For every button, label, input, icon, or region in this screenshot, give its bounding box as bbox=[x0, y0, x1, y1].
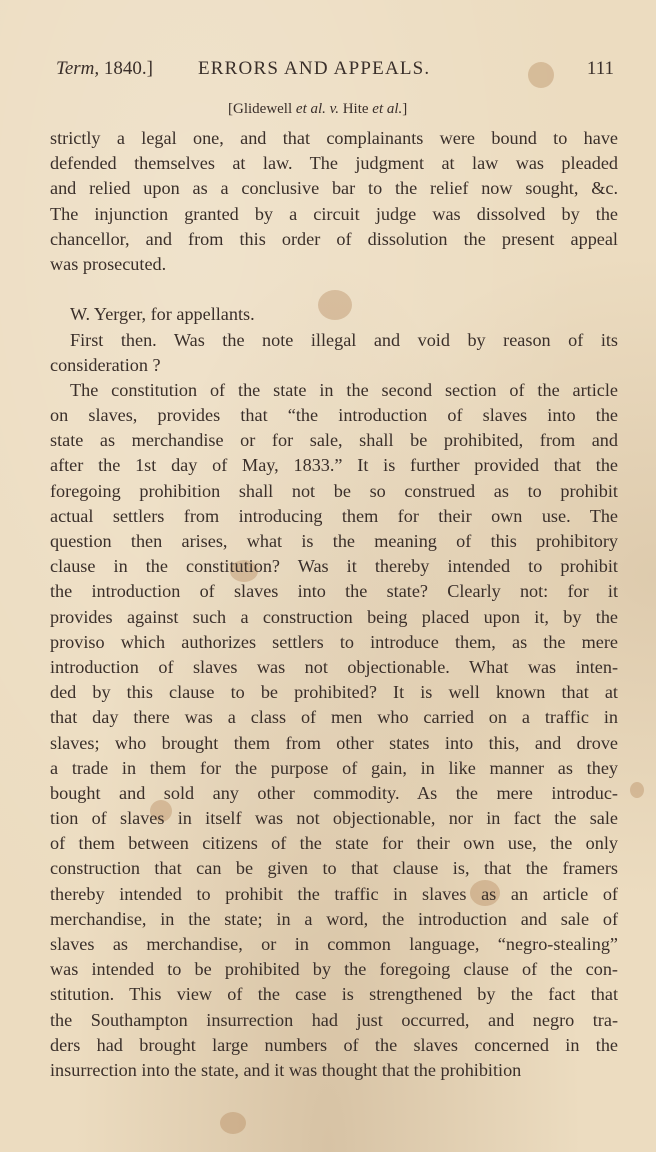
text-line: actual settlers from introducing them for their own use. The bbox=[50, 505, 618, 526]
text-line: consideration ? bbox=[50, 354, 161, 375]
text-line: merchandise, in the state; in a word, the introduction and sale of bbox=[50, 908, 618, 929]
text-line: question then arises, what is the meaning of this prohibitory bbox=[50, 531, 618, 551]
text-line: was prosecuted. bbox=[50, 253, 167, 274]
text-line: clause in the constitution? Was it thereby intended to prohibit bbox=[50, 556, 618, 577]
text-line: the Southampton insurrection had just occurred, and negro tra- bbox=[50, 1009, 618, 1030]
page-header bbox=[56, 58, 614, 86]
text-line: introduction of slaves was not objectionable. What was inten- bbox=[50, 656, 618, 677]
text-line: provides against such a construction being placed upon it, by the bbox=[50, 606, 618, 627]
text-line: ded by this clause to be prohibited? It is well known that at bbox=[50, 682, 618, 703]
text-line: W. Yerger, for appellants. bbox=[70, 304, 255, 325]
text-line: defended themselves at law. The judgment at law was pleaded bbox=[50, 153, 618, 174]
text-line: strictly a legal one, and that complainants were bound to have bbox=[50, 128, 618, 148]
text-line: First then. Was the note illegal and void by reason of its bbox=[70, 329, 618, 350]
paragraph bbox=[50, 378, 618, 1083]
text-line: was intended to be prohibited by the foregoing clause of the con- bbox=[50, 959, 618, 980]
text-line: that day there was a class of men who carried on a traffic in bbox=[50, 707, 618, 728]
text-line: tion of slaves in itself was not objectionable, nor in fact the sale bbox=[50, 808, 618, 829]
term-year: 1840.] bbox=[99, 58, 153, 79]
caption-et-al-2: et al. bbox=[372, 101, 403, 117]
text-line: thereby intended to prohibit the traffic in slaves as an article of bbox=[50, 883, 618, 904]
text-line: The injunction granted by a circuit judge was dissolved by the bbox=[50, 203, 618, 224]
paragraph bbox=[50, 126, 618, 277]
caption-open: [Glidewell bbox=[228, 101, 296, 117]
text-line: after the 1st day of May, 1833.” It is further provided that the bbox=[50, 455, 618, 476]
paragraph-gap bbox=[50, 277, 618, 302]
text-line: and relied upon as a conclusive bar to the relief now sought, &c. bbox=[50, 178, 618, 199]
text-line: stitution. This view of the case is strengthened by the fact that bbox=[50, 984, 618, 1005]
running-title: ERRORS AND APPEALS. bbox=[198, 58, 431, 79]
case-caption bbox=[228, 101, 407, 118]
caption-mid: Hite bbox=[338, 101, 373, 117]
text-line: The constitution of the state in the second section of the article bbox=[70, 379, 618, 400]
term-label bbox=[56, 58, 153, 80]
page-number: 111 bbox=[586, 58, 614, 79]
body-text bbox=[50, 126, 618, 1083]
text-line: the introduction of slaves into the state? Clearly not: for it bbox=[50, 581, 618, 602]
text-line: on slaves, provides that “the introduction of slaves into the bbox=[50, 405, 618, 426]
paragraph bbox=[50, 328, 618, 378]
caption-close: ] bbox=[402, 101, 408, 117]
text-line: insurrection into the state, and it was thought that the prohibition bbox=[50, 1059, 522, 1080]
text-line: of them between citizens of the state for their own use, the only bbox=[50, 833, 618, 854]
text-line: ders had brought large numbers of the slaves concerned in the bbox=[50, 1034, 618, 1055]
stain-spot bbox=[630, 782, 644, 798]
text-line: construction that can be given to that clause is, that the framers bbox=[50, 858, 618, 879]
text-line: slaves; who brought them from other states into this, and drove bbox=[50, 732, 618, 753]
caption-et-al-1: et al. v. bbox=[295, 101, 339, 117]
term-word: Term, bbox=[56, 58, 100, 79]
stain-spot bbox=[220, 1112, 246, 1134]
text-line: bought and sold any other commodity. As the mere introduc- bbox=[50, 782, 618, 803]
text-line: slaves as merchandise, or in common language, “negro-stealing” bbox=[50, 934, 618, 954]
text-line: state as merchandise or for sale, shall be prohibited, from and bbox=[50, 430, 618, 451]
text-line: foregoing prohibition shall not be so construed as to prohibit bbox=[50, 480, 618, 501]
text-line: chancellor, and from this order of dissolution the present appeal bbox=[50, 228, 618, 249]
text-line: a trade in them for the purpose of gain, in like manner as they bbox=[50, 757, 618, 778]
paragraph bbox=[50, 302, 618, 327]
text-line: proviso which authorizes settlers to introduce them, as the mere bbox=[50, 631, 618, 652]
